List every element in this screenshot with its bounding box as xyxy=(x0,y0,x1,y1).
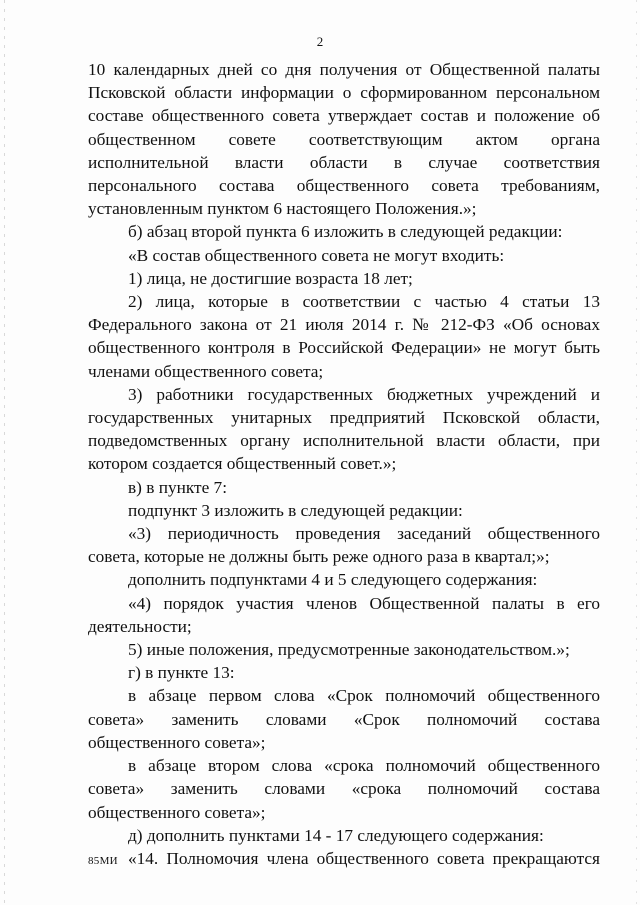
page-number: 2 xyxy=(316,34,324,49)
paragraph: 2) лица, которые в соответствии с частью 4 статьи 13 Федерального закона от 21 июля 2014 г. № 212-ФЗ «Об основах общественного контроля в Российской Федерации» не могут быть членами общественного совета; xyxy=(88,292,600,381)
paragraph: «4) порядок участия членов Общественной палаты в его деятельности; xyxy=(88,593,600,636)
paragraph: в абзаце втором слова «срока полномочий общественного совета» заменить словами «срока полномочий состава общественного совета»; xyxy=(88,756,600,822)
paragraph: 5) иные положения, предусмотренные законодательством.»; xyxy=(128,640,570,660)
paragraph: подпункт 3 изложить в следующей редакции: xyxy=(128,500,463,520)
paragraph: «14. Полномочия члена общественного совета прекращаются xyxy=(128,848,600,868)
document-code: 85МИ xyxy=(88,855,118,867)
paragraph: «В состав общественного совета не могут входить: xyxy=(128,245,505,265)
paragraph: г) в пункте 13: xyxy=(128,663,235,683)
paragraph: д) дополнить пунктами 14 - 17 следующего содержания: xyxy=(128,825,544,845)
paragraph: в) в пункте 7: xyxy=(128,477,228,497)
paragraph: 10 календарных дней со дня получения от Общественной палаты Псковской области информации о сформированном персональном составе общественного совета утверждает состав и положение об общественном совете соответствующим актом органа исполнительной власти области в случае соответствия персонального состава общественного совета требованиям, установленным пунктом 6 настоящего Положения.»; xyxy=(88,60,600,219)
paragraph: дополнить подпунктами 4 и 5 следующего содержания: xyxy=(128,570,538,590)
paragraph: в абзаце первом слова «Срок полномочий общественного совета» заменить словами «Срок полномочий состава общественного совета»; xyxy=(88,686,600,752)
paragraph: 3) работники государственных бюджетных учреждений и государственных унитарных предприятий Псковской области, подведомственных органу исполнительной власти области, при котором создается общественный совет.»; xyxy=(88,384,600,474)
document-body xyxy=(88,58,600,870)
scan-edge-right xyxy=(636,0,637,905)
paragraph: «3) периодичность проведения заседаний общественного совета, которые не должны быть реже одного раза в квартал;»; xyxy=(88,524,600,567)
scan-edge-left xyxy=(4,0,5,905)
paragraph: 1) лица, не достигшие возраста 18 лет; xyxy=(128,268,413,288)
paragraph: б) абзац второй пункта 6 изложить в следующей редакции: xyxy=(128,222,563,242)
